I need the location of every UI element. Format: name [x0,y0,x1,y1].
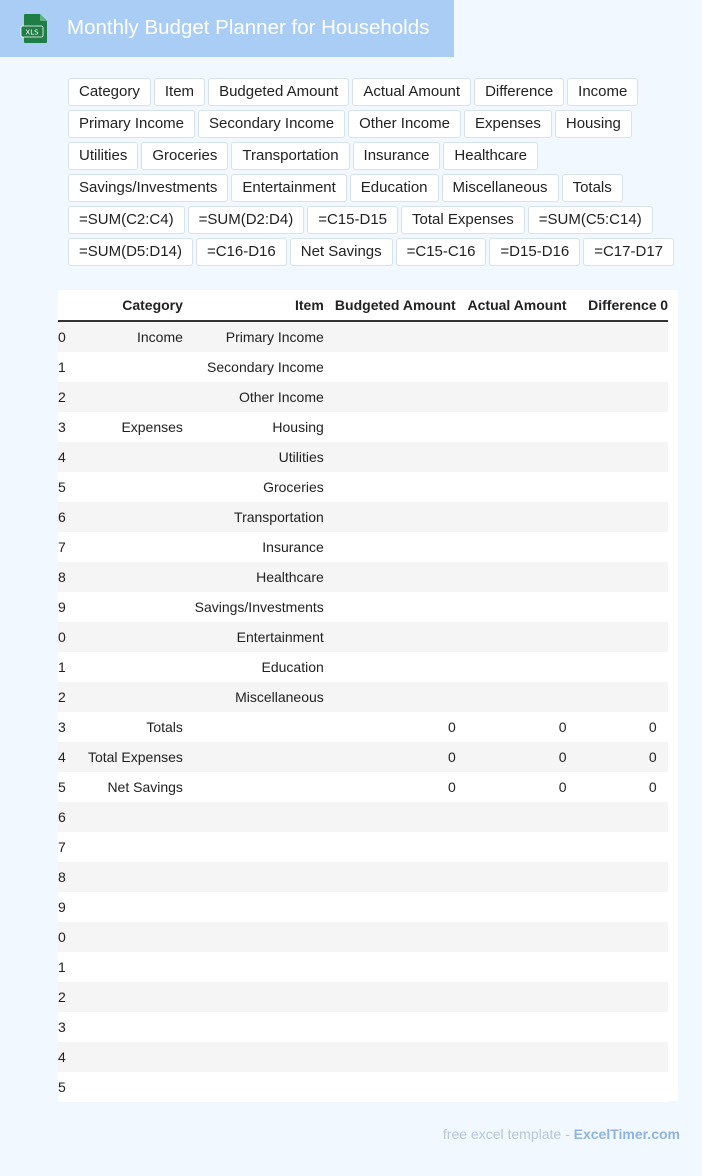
table-row [58,712,668,742]
table-cell[interactable] [567,532,657,562]
header-chip[interactable]: =C16-D16 [196,238,287,266]
table-cell[interactable] [456,892,567,922]
header-chip[interactable]: Insurance [353,142,441,170]
header-chip[interactable]: Transportation [231,142,349,170]
table-cell[interactable]: 0 [567,712,657,742]
table-cell[interactable]: Miscellaneous [183,682,324,712]
table-cell[interactable] [567,352,657,382]
table-cell[interactable] [657,532,668,562]
app-header [0,0,454,57]
table-row [58,1012,668,1042]
table-cell[interactable] [657,832,668,862]
table-cell[interactable] [73,382,183,412]
table-row [58,321,668,352]
table-cell[interactable] [324,321,456,352]
table-cell[interactable] [73,682,183,712]
table-cell[interactable] [183,802,324,832]
table-cell[interactable] [73,832,183,862]
row-index: 1 [58,952,73,982]
header-chip[interactable]: Difference [474,78,564,106]
table-cell[interactable] [324,472,456,502]
table-cell[interactable] [183,772,324,802]
column-header[interactable]: Category [73,290,183,321]
table-cell[interactable]: Utilities [183,442,324,472]
header-chip[interactable]: =SUM(C5:C14) [528,206,653,234]
header-chip[interactable]: Secondary Income [198,110,345,138]
table-cell[interactable] [324,532,456,562]
icon-label: XLS [25,28,39,37]
table-cell[interactable] [567,952,657,982]
table-cell[interactable] [456,862,567,892]
table-cell[interactable] [183,982,324,1012]
table-cell[interactable] [73,802,183,832]
header-chip[interactable]: Education [350,174,439,202]
table-row [58,562,668,592]
table-cell[interactable]: Total Expenses [73,742,183,772]
table-cell[interactable]: Insurance [183,532,324,562]
row-index: 7 [58,532,73,562]
table-row [58,352,668,382]
table-cell[interactable] [73,652,183,682]
table-row [58,892,668,922]
table-row [58,592,668,622]
budget-table [58,290,668,1102]
table-cell[interactable] [73,922,183,952]
table-cell[interactable]: Healthcare [183,562,324,592]
table-cell[interactable]: Expenses [73,412,183,442]
table-cell[interactable] [183,742,324,772]
header-chip[interactable]: =C15-D15 [307,206,398,234]
table-cell[interactable]: 0 [456,742,567,772]
table-cell[interactable] [657,1042,668,1072]
table-cell[interactable] [456,682,567,712]
table-cell[interactable] [456,622,567,652]
table-cell[interactable] [567,382,657,412]
header-chip[interactable]: Healthcare [443,142,538,170]
table-cell[interactable] [73,952,183,982]
table-cell[interactable] [73,892,183,922]
table-cell[interactable] [183,1042,324,1072]
table-cell[interactable] [456,802,567,832]
table-cell[interactable] [456,592,567,622]
table-cell[interactable] [567,1012,657,1042]
header-chip[interactable]: Miscellaneous [442,174,559,202]
row-index: 5 [58,772,73,802]
header-chip[interactable]: Groceries [141,142,228,170]
header-chip[interactable]: =C15-C16 [396,238,487,266]
table-cell[interactable]: Secondary Income [183,352,324,382]
row-index: 1 [58,352,73,382]
table-row [58,682,668,712]
table-row [58,472,668,502]
table-cell[interactable] [324,982,456,1012]
table-cell[interactable]: 0 [456,712,567,742]
table-cell[interactable] [456,352,567,382]
header-chip[interactable]: Entertainment [231,174,346,202]
table-cell[interactable] [567,502,657,532]
header-chip-list [68,78,700,266]
table-cell[interactable] [657,382,668,412]
header-chip[interactable]: Expenses [464,110,552,138]
table-cell[interactable] [324,352,456,382]
table-cell[interactable] [657,592,668,622]
table-cell[interactable]: 0 [324,742,456,772]
table-cell[interactable] [456,982,567,1012]
header-chip[interactable]: Totals [562,174,623,202]
header-chip[interactable]: Savings/Investments [68,174,228,202]
page-title: Monthly Budget Planner for Households [67,16,430,39]
table-cell[interactable] [73,562,183,592]
header-chip[interactable]: =C17-D17 [583,238,674,266]
row-index: 2 [58,982,73,1012]
table-row [58,802,668,832]
table-cell[interactable] [567,1042,657,1072]
column-header[interactable]: Budgeted Amount [324,290,456,321]
footer [443,1126,680,1142]
table-cell[interactable]: Net Savings [73,772,183,802]
row-index: 3 [58,1012,73,1042]
table-cell[interactable] [324,502,456,532]
table-cell[interactable] [324,412,456,442]
header-chip[interactable]: Net Savings [290,238,393,266]
header-chip[interactable]: Primary Income [68,110,195,138]
table-cell[interactable] [657,472,668,502]
table-row [58,652,668,682]
table-cell[interactable]: Transportation [183,502,324,532]
table-cell[interactable] [324,622,456,652]
table-row [58,532,668,562]
table-cell[interactable] [456,952,567,982]
row-index: 9 [58,592,73,622]
table-row [58,382,668,412]
table-cell[interactable]: 0 [324,772,456,802]
table-row [58,742,668,772]
table-row [58,502,668,532]
table-cell[interactable] [657,652,668,682]
table-cell[interactable] [657,892,668,922]
table-cell[interactable] [657,352,668,382]
row-index: 0 [58,321,73,352]
table-cell[interactable] [324,562,456,592]
table-cell[interactable] [324,382,456,412]
table-row [58,412,668,442]
header-chip[interactable]: Item [154,78,205,106]
row-index: 6 [58,502,73,532]
row-index: 7 [58,832,73,862]
table-cell[interactable] [567,622,657,652]
table-cell[interactable] [324,892,456,922]
header-chip[interactable]: =D15-D16 [489,238,580,266]
table-cell[interactable] [657,742,668,772]
table-cell[interactable] [456,1012,567,1042]
header-chip[interactable]: Housing [555,110,632,138]
table-cell[interactable]: 0 [456,772,567,802]
table-cell[interactable] [73,1072,183,1102]
table-cell[interactable] [324,1012,456,1042]
table-cell[interactable] [657,321,668,352]
header-chip[interactable]: =SUM(D2:D4) [188,206,305,234]
table-cell[interactable] [183,862,324,892]
table-cell[interactable] [456,532,567,562]
table-cell[interactable] [73,1042,183,1072]
table-cell[interactable] [73,532,183,562]
header-chip[interactable]: Category [68,78,151,106]
column-header[interactable]: Item [183,290,324,321]
table-cell[interactable] [567,802,657,832]
table-cell[interactable] [324,592,456,622]
table-cell[interactable] [183,832,324,862]
table-cell[interactable] [567,892,657,922]
column-header[interactable]: Actual Amount [456,290,567,321]
table-cell[interactable] [657,502,668,532]
table-cell[interactable] [324,802,456,832]
table-cell[interactable] [657,412,668,442]
table-cell[interactable]: Entertainment [183,622,324,652]
row-index: 4 [58,742,73,772]
table-cell[interactable] [456,442,567,472]
table-cell[interactable] [657,952,668,982]
table-cell[interactable] [324,442,456,472]
table-cell[interactable] [567,1072,657,1102]
row-index: 3 [58,712,73,742]
column-header[interactable]: Difference [567,290,657,321]
table-cell[interactable] [73,1012,183,1042]
table-cell[interactable] [183,712,324,742]
table-cell[interactable] [324,652,456,682]
table-cell[interactable]: 0 [567,742,657,772]
column-header[interactable]: 0 [657,290,668,321]
table-cell[interactable] [456,502,567,532]
row-index: 5 [58,472,73,502]
row-index: 3 [58,412,73,442]
row-index: 0 [58,922,73,952]
header-chip[interactable]: Utilities [68,142,138,170]
table-cell[interactable] [456,1072,567,1102]
table-cell[interactable]: 0 [567,772,657,802]
table-cell[interactable] [567,592,657,622]
table-cell[interactable] [456,832,567,862]
table-cell[interactable] [73,442,183,472]
spreadsheet-grid [58,290,678,1101]
table-cell[interactable]: Income [73,321,183,352]
footer-prefix: free excel template - [442,1126,570,1142]
table-cell[interactable] [657,442,668,472]
table-cell[interactable] [657,862,668,892]
table-row [58,982,668,1012]
row-index: 2 [58,382,73,412]
table-cell[interactable] [183,892,324,922]
table-cell[interactable] [73,622,183,652]
header-chip[interactable]: Other Income [348,110,461,138]
table-cell[interactable] [456,652,567,682]
table-cell[interactable] [657,562,668,592]
row-index: 4 [58,442,73,472]
table-cell[interactable] [456,922,567,952]
header-chip[interactable]: Budgeted Amount [208,78,349,106]
header-chip[interactable]: Actual Amount [352,78,471,106]
table-row [58,1072,668,1102]
table-cell[interactable] [73,592,183,622]
table-cell[interactable]: Other Income [183,382,324,412]
table-header-row [58,290,668,321]
table-cell[interactable] [183,922,324,952]
table-cell[interactable] [456,562,567,592]
table-cell[interactable] [73,352,183,382]
table-cell[interactable] [567,682,657,712]
table-cell[interactable] [324,832,456,862]
table-cell[interactable] [657,622,668,652]
table-cell[interactable] [183,952,324,982]
row-index: 5 [58,1072,73,1102]
table-cell[interactable] [456,382,567,412]
table-cell[interactable] [567,562,657,592]
table-cell[interactable] [567,922,657,952]
table-cell[interactable] [567,472,657,502]
table-cell[interactable] [73,472,183,502]
table-cell[interactable]: Totals [73,712,183,742]
table-cell[interactable] [567,982,657,1012]
table-cell[interactable] [657,682,668,712]
table-cell[interactable] [657,982,668,1012]
table-row [58,622,668,652]
table-cell[interactable] [657,802,668,832]
table-cell[interactable] [456,412,567,442]
header-chip[interactable]: Total Expenses [401,206,525,234]
table-cell[interactable] [324,952,456,982]
table-cell[interactable] [73,862,183,892]
table-cell[interactable] [657,772,668,802]
table-cell[interactable] [73,982,183,1012]
row-index: 8 [58,562,73,592]
table-row [58,1042,668,1072]
table-cell[interactable] [567,832,657,862]
table-cell[interactable] [324,862,456,892]
table-cell[interactable]: Primary Income [183,321,324,352]
header-chip[interactable]: =SUM(C2:C4) [68,206,185,234]
table-row [58,442,668,472]
table-cell[interactable] [183,1012,324,1042]
row-index: 4 [58,1042,73,1072]
table-cell[interactable]: 0 [324,712,456,742]
table-cell[interactable] [183,1072,324,1102]
table-cell[interactable] [657,1072,668,1102]
row-index: 1 [58,652,73,682]
row-index: 6 [58,802,73,832]
table-cell[interactable] [324,1042,456,1072]
table-cell[interactable] [324,682,456,712]
table-cell[interactable] [73,502,183,532]
header-chip[interactable]: =SUM(D5:D14) [68,238,193,266]
header-chip[interactable]: Income [567,78,638,106]
table-cell[interactable] [567,652,657,682]
table-row [58,832,668,862]
table-cell[interactable] [657,712,668,742]
table-cell[interactable]: Groceries [183,472,324,502]
table-row [58,862,668,892]
row-index: 8 [58,862,73,892]
table-cell[interactable]: Housing [183,412,324,442]
table-cell[interactable]: Education [183,652,324,682]
table-cell[interactable] [456,1042,567,1072]
table-row [58,952,668,982]
table-cell[interactable] [567,442,657,472]
footer-brand-link[interactable]: ExcelTimer.com [573,1126,680,1142]
excel-file-icon [20,13,50,44]
row-index: 9 [58,892,73,922]
table-cell[interactable] [456,472,567,502]
table-cell[interactable] [324,922,456,952]
column-header[interactable] [58,290,73,321]
row-index: 0 [58,622,73,652]
table-row [58,922,668,952]
table-cell[interactable] [657,922,668,952]
row-index: 2 [58,682,73,712]
table-cell[interactable] [567,412,657,442]
table-cell[interactable] [567,862,657,892]
table-cell[interactable] [456,321,567,352]
table-cell[interactable] [567,321,657,352]
table-row [58,772,668,802]
table-cell[interactable] [324,1072,456,1102]
table-cell[interactable]: Savings/Investments [183,592,324,622]
table-cell[interactable] [657,1012,668,1042]
